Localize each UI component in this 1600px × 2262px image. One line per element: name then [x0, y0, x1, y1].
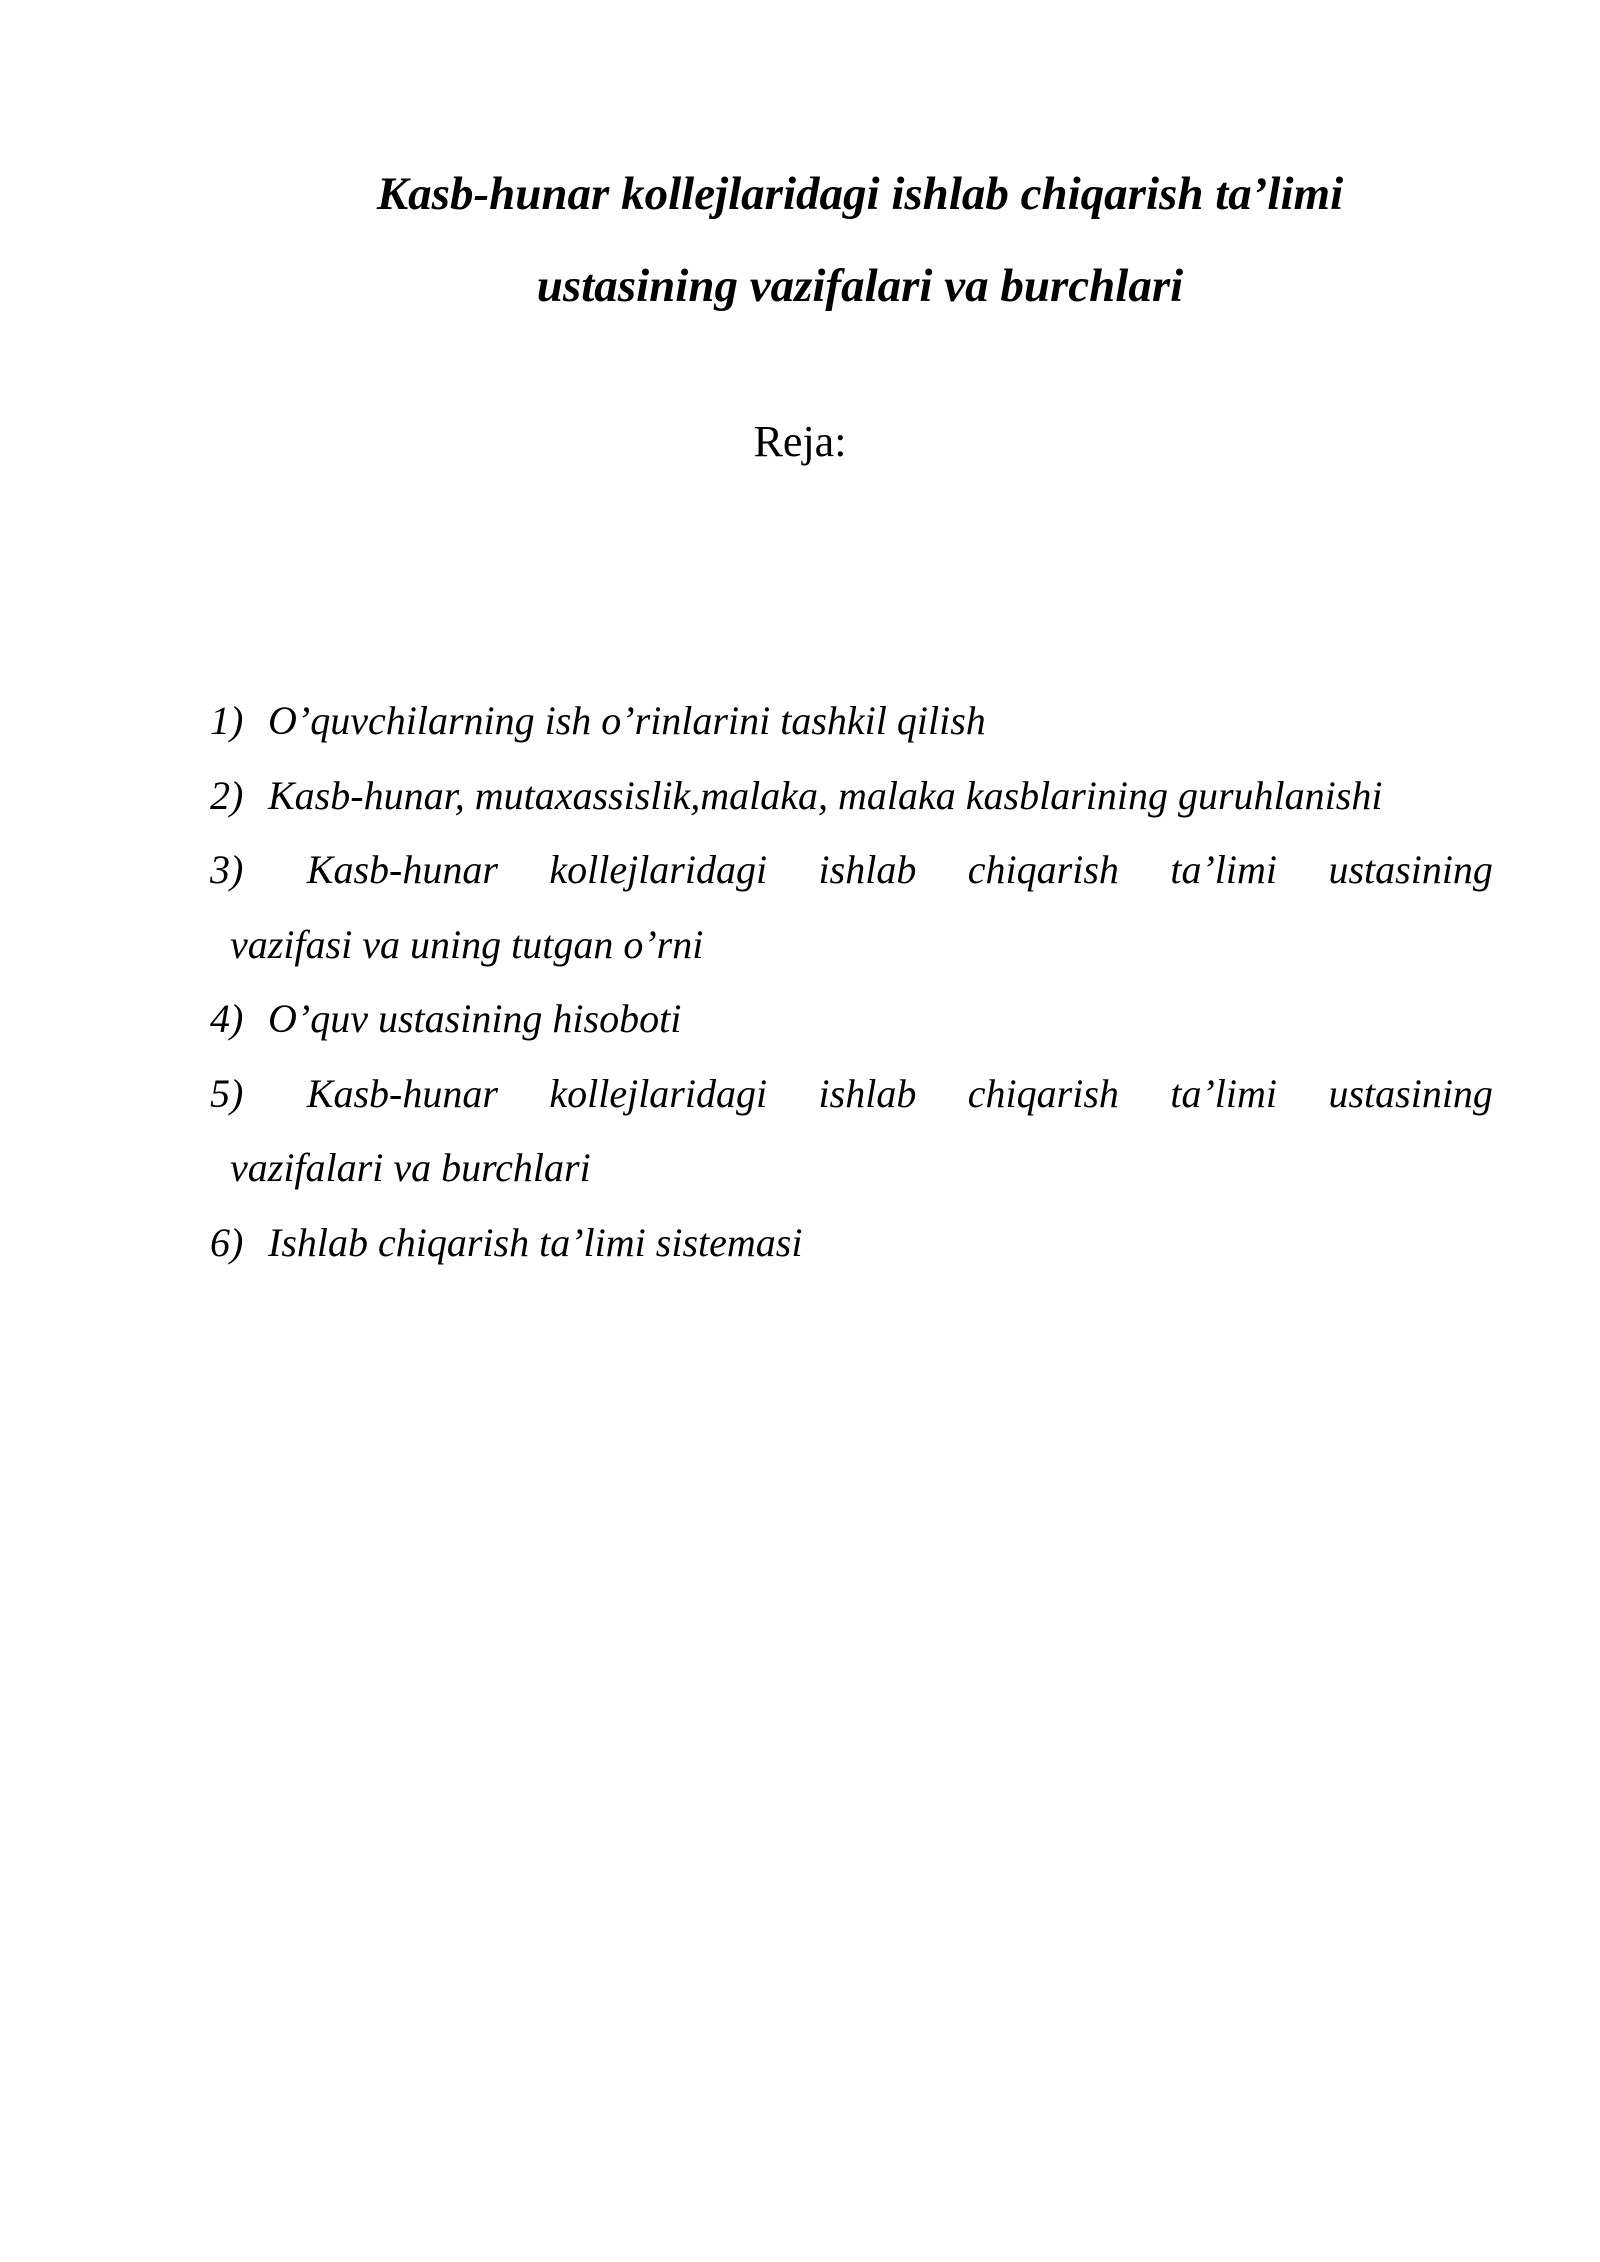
plan-item-3 — [210, 833, 1493, 982]
plan-item-word: ustasining — [1328, 1070, 1493, 1116]
plan-item-word: ishlab — [818, 1070, 917, 1116]
plan-item-first-line — [210, 833, 1493, 908]
plan-item-word: kollejlaridagi — [549, 1070, 768, 1116]
plan-item-text: O’quvchilarning ish o’rinlarini tashkil qilish — [268, 698, 986, 743]
plan-item-word: ishlab — [818, 847, 917, 892]
plan-item-text: O’quv ustasining hisoboti — [268, 996, 682, 1041]
plan-item-word: ustasining — [1328, 847, 1493, 892]
plan-item-1 — [210, 684, 1493, 759]
plan-item-word: Kasb-hunar — [306, 1070, 498, 1116]
plan-item-6 — [210, 1206, 1493, 1281]
plan-item-word: ta’limi — [1170, 847, 1278, 892]
plan-list — [210, 684, 1493, 1280]
plan-item-number: 3) — [210, 847, 244, 892]
plan-item-continuation: vazifalari va burchlari — [230, 1145, 591, 1190]
plan-heading: Reja: — [753, 417, 847, 466]
plan-item-4 — [210, 982, 1493, 1057]
plan-item-number: 6) — [210, 1219, 244, 1265]
plan-item-word: chiqarish — [967, 1070, 1119, 1116]
plan-item-first-line — [210, 1057, 1493, 1132]
plan-item-number: 2) — [210, 772, 244, 818]
plan-item-word: chiqarish — [967, 847, 1119, 892]
plan-item-2 — [210, 759, 1493, 834]
document-title — [230, 148, 1490, 332]
plan-item-number: 1) — [210, 698, 244, 743]
plan-item-5 — [210, 1057, 1493, 1206]
title-line-2: ustasining vazifalari va burchlari — [536, 260, 1184, 312]
plan-item-word: kollejlaridagi — [549, 847, 768, 892]
plan-item-number: 4) — [210, 996, 244, 1041]
plan-item-text: Ishlab chiqarish ta’limi sistemasi — [268, 1219, 803, 1265]
plan-item-text: Kasb-hunar, mutaxassislik,malaka, malaka kasblarining guruhlanishi — [268, 772, 1383, 818]
title-line-1: Kasb-hunar kollejlaridagi ishlab chiqarish ta’limi — [376, 168, 1344, 220]
plan-item-word: ta’limi — [1170, 1070, 1278, 1116]
plan-item-word: Kasb-hunar — [306, 847, 498, 892]
plan-item-number: 5) — [210, 1070, 244, 1116]
plan-item-continuation: vazifasi va uning tutgan o’rni — [230, 921, 704, 967]
